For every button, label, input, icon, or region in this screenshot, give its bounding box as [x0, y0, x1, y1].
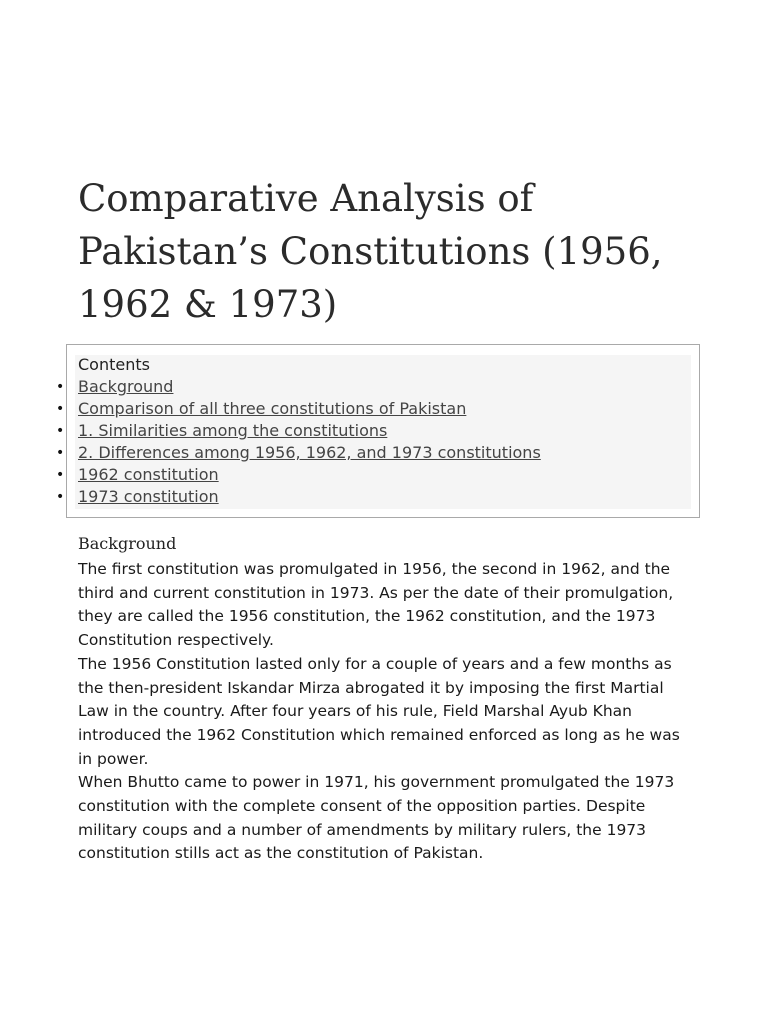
toc-link-1973-constitution[interactable]: 1973 constitution — [78, 487, 219, 506]
bullet-icon: • — [56, 445, 65, 461]
bullet-icon: • — [56, 379, 65, 395]
toc-link-similarities[interactable]: 1. Similarities among the constitutions — [78, 421, 388, 440]
toc-heading: Contents — [78, 355, 150, 374]
toc-link-1962-constitution[interactable]: 1962 constitution — [78, 465, 219, 484]
bullet-icon: • — [56, 489, 65, 505]
paragraph: When Bhutto came to power in 1971, his government promulgated the 1973 constitution with the complete consent of the opposition parties. Despite military coups and a number of amendments by military rulers, the 1973 constitution stills act as the constitution of Pakistan. — [78, 773, 675, 863]
toc-link-background[interactable]: Background — [78, 377, 174, 396]
paragraph: The first constitution was promulgated in 1956, the second in 1962, and the third and current constitution in 1973. As per the date of their promulgation, they are called the 1956 constitution, the 1962 constitution, and the 1973 Constitution respectively. — [78, 560, 674, 650]
bullet-icon: • — [56, 423, 65, 439]
toc-link-comparison[interactable]: Comparison of all three constitutions of Pakistan — [78, 399, 467, 418]
bullet-icon: • — [56, 467, 65, 483]
section-heading-background: Background — [78, 534, 177, 553]
article-title: Comparative Analysis of Pakistan’s Constitutions (1956, 1962 & 1973) — [78, 177, 663, 326]
section-body — [78, 558, 682, 866]
paragraph: The 1956 Constitution lasted only for a couple of years and a few months as the then-president Iskandar Mirza abrogated it by imposing the first Martial Law in the country. After four years of his rule, Field Marshal Ayub Khan introduced the 1962 Constitution which remained enforced as long as he was in power. — [78, 654, 680, 768]
toc-link-differences[interactable]: 2. Differences among 1956, 1962, and 1973 constitutions — [78, 443, 541, 462]
bullet-icon: • — [56, 401, 65, 417]
